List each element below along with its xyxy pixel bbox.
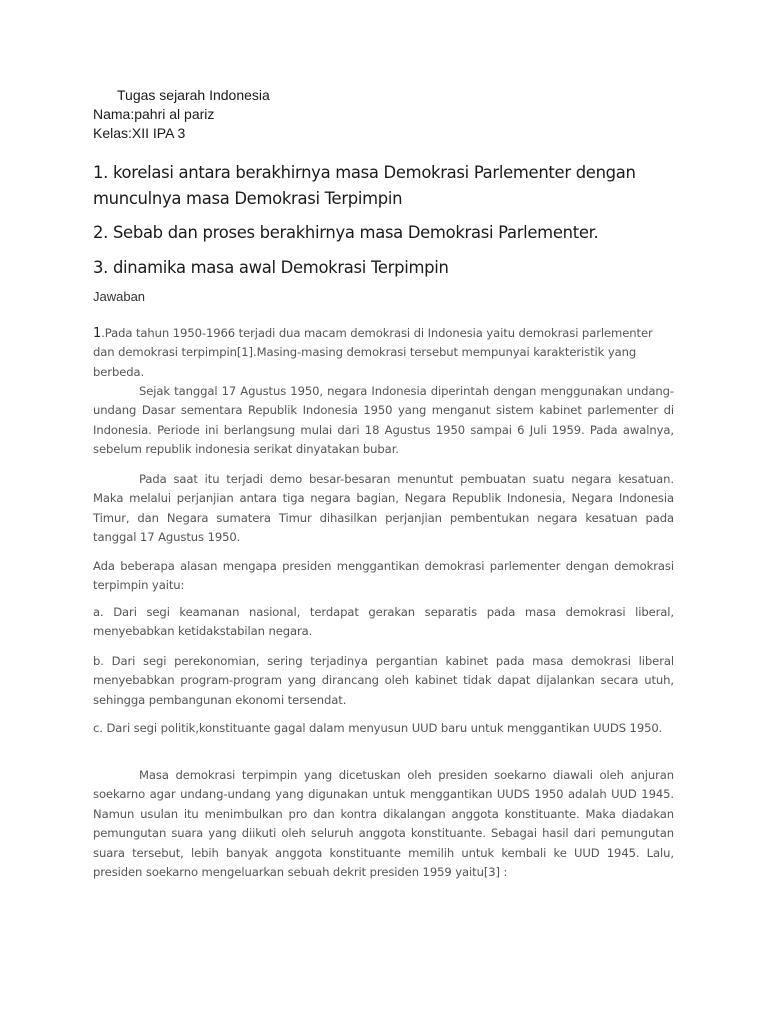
answer-label: Jawaban	[93, 289, 146, 304]
answer-paragraph-5: Masa demokrasi terpimpin yang dicetuskan oleh presiden soekarno diawali oleh anjuran soekarno agar undang-undang yang digunakan untuk menggantikan UUDS 1950 adalah UUD 1945. Namun usulan itu menimbulkan pro dan kontra dikalangan anggota konstituante. Maka diadakan pemungutan suara yang diikuti oleh seluruh anggota konstituante. Sebagai hasil dari pemungutan suara tersebut, lebih banyak anggota konstituante memilih untuk kembali ke UUD 1945. Lalu, presiden soekarno mengeluarkan sebuah dekrit presiden 1959 yaitu[3] :	[93, 768, 674, 880]
reason-b: b. Dari segi perekonomian, sering terjadinya pergantian kabinet pada masa demokrasi liberal menyebabkan program-program yang dirancang oleh kabinet tidak dapat dijalankan secara utuh, sehingga pembangunan ekonomi tersendat.	[93, 654, 674, 707]
answer-paragraph-4: Ada beberapa alasan mengapa presiden menggantikan demokrasi parlementer dengan demokrasi terpimpin yaitu:	[93, 559, 674, 593]
answer-paragraph-1-text: .Pada tahun 1950-1966 terjadi dua macam demokrasi di Indonesia yaitu demokrasi parlementer dan demokrasi terpimpin[1].Masing-masing demokrasi tersebut mempunyai karakteristik yang berbeda.	[93, 326, 653, 379]
answer-paragraph-2: Sejak tanggal 17 Agustus 1950, negara Indonesia diperintah dengan menggunakan undang-undang Dasar sementara Republik Indonesia 1950 yang menganut sistem kabinet parlementer di Indonesia. Periode ini berlangsung mulai dari 18 Agustus 1950 sampai 6 Juli 1959. Pada awalnya, sebelum republik indonesia serikat dinyatakan bubar.	[93, 384, 674, 457]
question-3: 3. dinamika masa awal Demokrasi Terpimpin	[93, 258, 449, 277]
answer-paragraph-3: Pada saat itu terjadi demo besar-besaran menuntut pembuatan suatu negara kesatuan. Maka melalui perjanjian antara tiga negara bagian, Negara Republik Indonesia, Negara Indonesia Timur, dan Negara sumatera Timur dihasilkan perjanjian pembentukan negara kesatuan pada tanggal 17 Agustus 1950.	[93, 472, 674, 545]
document-title: Tugas sejarah Indonesia	[117, 87, 270, 103]
question-1: 1. korelasi antara berakhirnya masa Demokrasi Parlementer dengan munculnya masa Demokrasi Terpimpin	[93, 163, 636, 208]
reason-a: a. Dari segi keamanan nasional, terdapat gerakan separatis pada masa demokrasi liberal, menyebabkan ketidakstabilan negara.	[93, 605, 674, 639]
reason-c: c. Dari segi politik,konstituante gagal dalam menyusun UUD baru untuk menggantikan UUDS 1950.	[93, 721, 663, 735]
answer-paragraph-1	[93, 324, 674, 382]
student-name: Nama:pahri al pariz	[93, 106, 215, 122]
answer-number: 1	[93, 326, 102, 341]
student-class: Kelas:XII IPA 3	[93, 125, 186, 141]
question-2: 2. Sebab dan proses berakhirnya masa Demokrasi Parlementer.	[93, 223, 599, 242]
